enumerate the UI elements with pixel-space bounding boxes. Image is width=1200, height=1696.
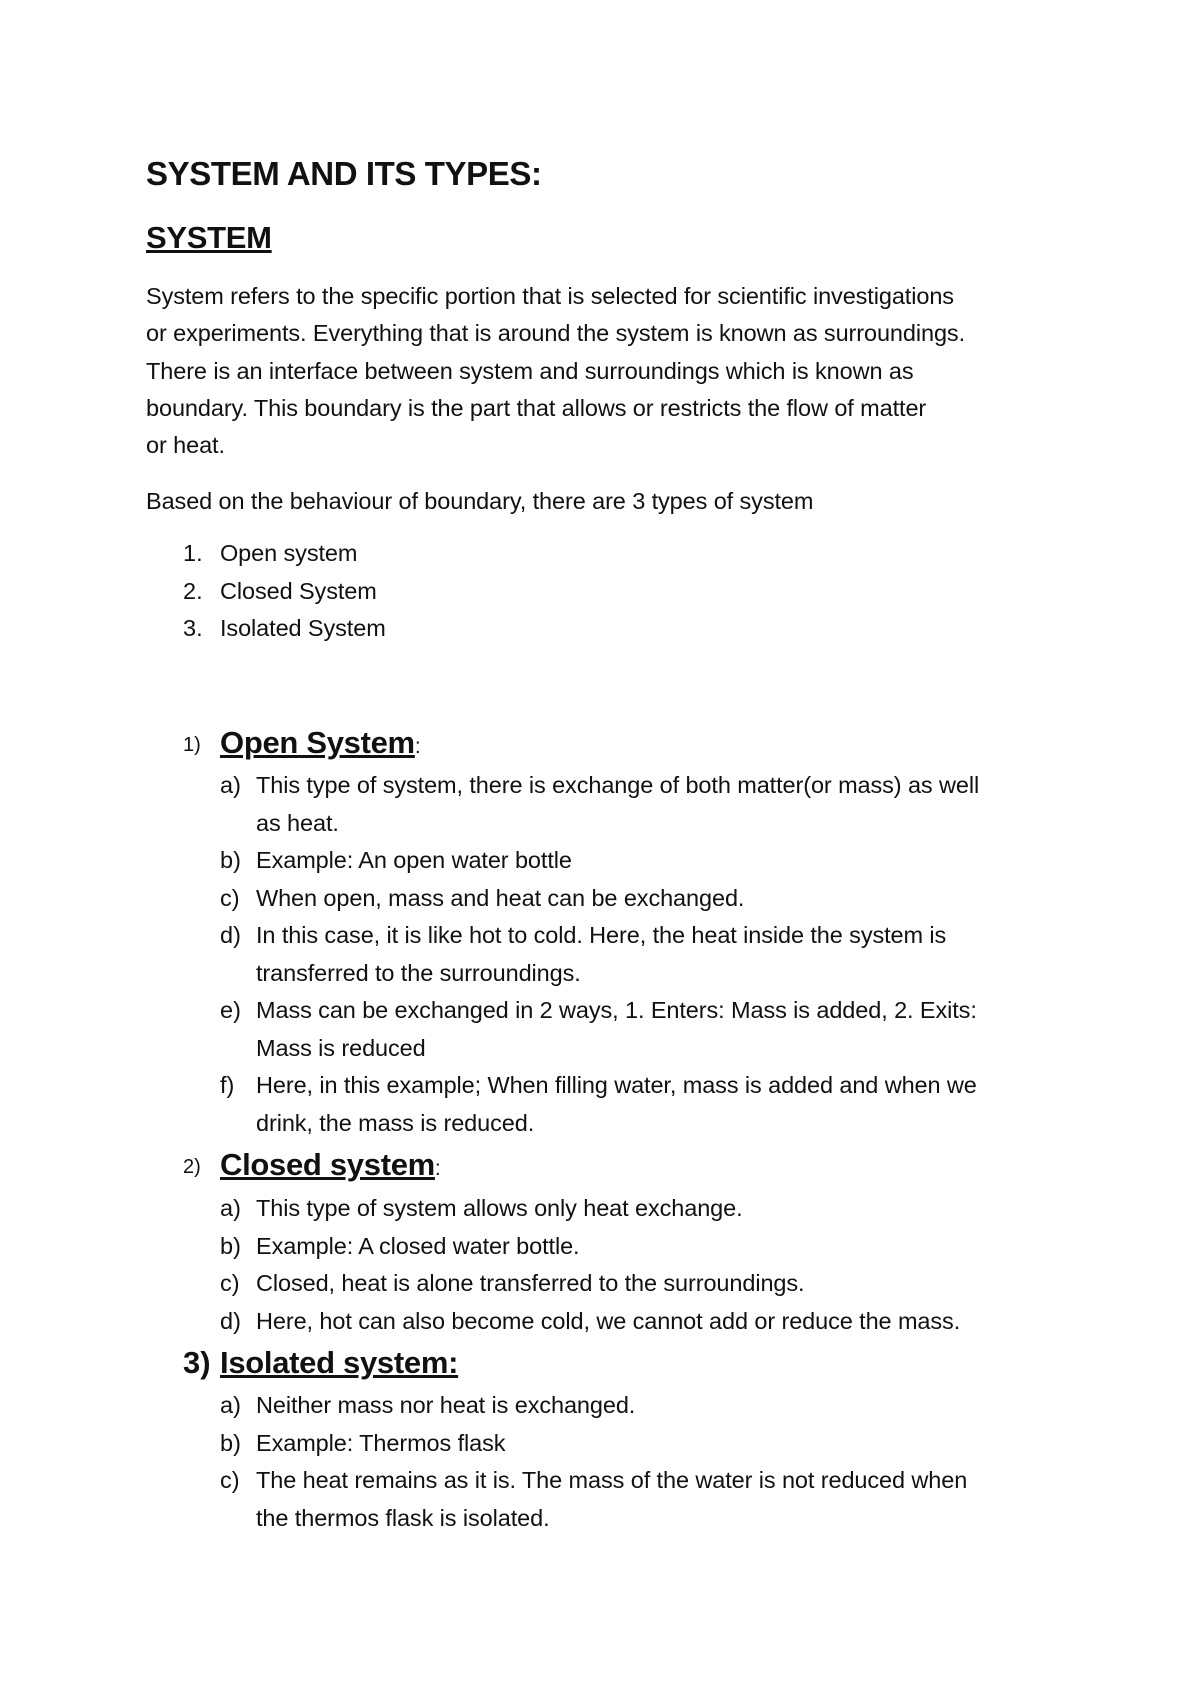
- list-marker: 1.: [183, 540, 203, 566]
- system-heading: SYSTEM: [146, 220, 272, 255]
- intro-line: or experiments. Everything that is around the system is known as surroundings.: [146, 320, 966, 346]
- item-line: Mass can be exchanged in 2 ways, 1. Enters: Mass is added, 2. Exits:: [256, 997, 977, 1023]
- section-heading: Closed system: [220, 1147, 435, 1182]
- item-marker: d): [220, 1308, 241, 1334]
- item-line: Mass is reduced: [256, 1035, 426, 1061]
- item-marker: b): [220, 1430, 241, 1456]
- section-marker: 3): [183, 1345, 211, 1380]
- item-line: In this case, it is like hot to cold. Here, the heat inside the system is: [256, 922, 947, 948]
- intro-line: There is an interface between system and surroundings which is known as: [146, 358, 914, 384]
- page-title: SYSTEM AND ITS TYPES:: [146, 155, 542, 192]
- item-line: drink, the mass is reduced.: [256, 1110, 535, 1136]
- item-line: This type of system, there is exchange of both matter(or mass) as well: [256, 772, 980, 798]
- heading-colon: :: [434, 1157, 441, 1180]
- item-line: Example: A closed water bottle.: [256, 1233, 580, 1259]
- list-marker: 3.: [183, 615, 203, 641]
- item-marker: f): [220, 1072, 235, 1098]
- item-line: transferred to the surroundings.: [256, 960, 581, 986]
- intro-line: or heat.: [146, 432, 225, 458]
- item-marker: b): [220, 1233, 241, 1259]
- open-system-heading: [220, 725, 421, 761]
- item-line: Neither mass nor heat is exchanged.: [256, 1392, 636, 1418]
- item-marker: a): [220, 772, 241, 798]
- heading-colon: :: [414, 735, 421, 758]
- item-marker: a): [220, 1195, 241, 1221]
- item-line: Example: An open water bottle: [256, 847, 572, 873]
- item-marker: c): [220, 1270, 240, 1296]
- intro-line: boundary. This boundary is the part that allows or restricts the flow of matter: [146, 395, 927, 421]
- item-line: as heat.: [256, 810, 339, 836]
- item-line: The heat remains as it is. The mass of the water is not reduced when: [256, 1467, 968, 1493]
- list-marker: 2.: [183, 578, 203, 604]
- item-marker: c): [220, 885, 240, 911]
- item-line: When open, mass and heat can be exchanged.: [256, 885, 745, 911]
- item-line: This type of system allows only heat exchange.: [256, 1195, 743, 1221]
- section-marker: 2): [183, 1156, 201, 1178]
- item-line: Closed, heat is alone transferred to the surroundings.: [256, 1270, 805, 1296]
- types-intro: Based on the behaviour of boundary, there are 3 types of system: [146, 488, 814, 514]
- section-heading: Open System: [220, 725, 415, 760]
- intro-line: System refers to the specific portion that is selected for scientific investigations: [146, 283, 954, 309]
- item-marker: d): [220, 922, 241, 948]
- item-marker: c): [220, 1467, 240, 1493]
- item-line: Example: Thermos flask: [256, 1430, 506, 1456]
- item-line: the thermos flask is isolated.: [256, 1505, 550, 1531]
- section-marker: 1): [183, 734, 201, 756]
- item-marker: a): [220, 1392, 241, 1418]
- item-marker: e): [220, 997, 241, 1023]
- closed-system-heading: [220, 1147, 441, 1183]
- isolated-system-heading: Isolated system:: [220, 1345, 459, 1380]
- item-line: Here, hot can also become cold, we cannot add or reduce the mass.: [256, 1308, 961, 1334]
- item-line: Here, in this example; When filling water, mass is added and when we: [256, 1072, 977, 1098]
- item-marker: b): [220, 847, 241, 873]
- list-item: Isolated System: [220, 615, 386, 641]
- list-item: Open system: [220, 540, 358, 566]
- list-item: Closed System: [220, 578, 377, 604]
